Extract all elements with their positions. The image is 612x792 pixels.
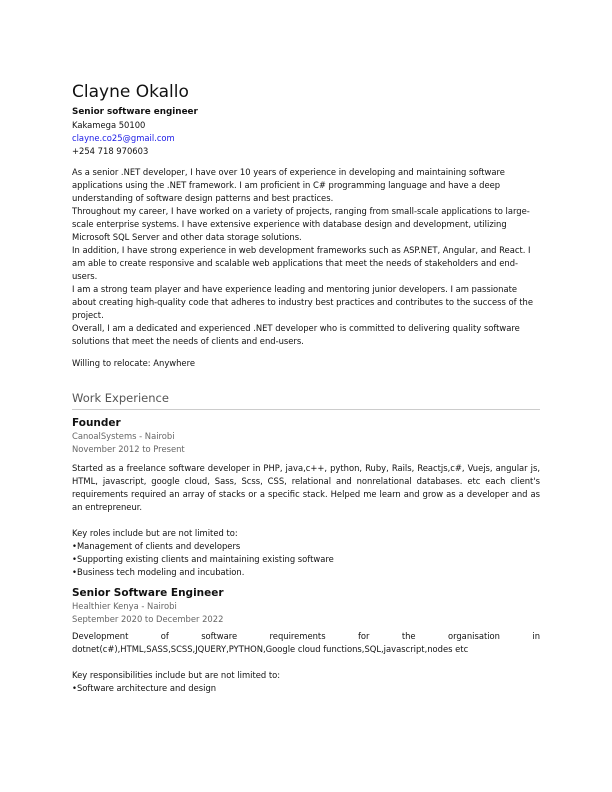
job-item: • Software architecture and design (72, 682, 540, 695)
job-item: • Supporting existing clients and maintaining existing software (72, 553, 540, 566)
email-link[interactable]: clayne.co25@gmail.com (72, 133, 175, 143)
job-entry (72, 586, 540, 695)
job-item: • Business tech modeling and incubation. (72, 566, 540, 579)
job-list-intro: Key roles include but are not limited to: (72, 528, 238, 538)
summary-paragraph: In addition, I have strong experience in web development frameworks such as ASP.NET, Angular, and React. I am able to create responsive and scalable web applications that meet the needs of stakeholders and end-users. (72, 245, 531, 281)
job-list-intro: Key responsibilities include but are not limited to: (72, 670, 281, 680)
summary-paragraph: I am a strong team player and have experience leading and mentoring junior developers. I am passionate about creating high-quality code that adheres to industry best practices and contributes to the success of the project. (72, 284, 534, 320)
phone: +254 718 970603 (72, 146, 149, 156)
location: Kakamega 50100 (72, 120, 146, 130)
resume-page (72, 80, 540, 695)
summary-paragraph: Overall, I am a dedicated and experienced .NET developer who is committed to delivering quality software solutions that meet the needs of clients and end-users. (72, 323, 520, 346)
job-description: Started as a freelance software developer in PHP, java,c++, python, Ruby, Rails, Reactjs,c#, Vuejs, angular js, HTML, javascript, google cloud, Sass, Scss, CSS, relational and nonrelational databases. etc each client's requirements required an array of stacks or a specific stack. Helped me learn and grow as a developer and as an entrepreneur. (72, 463, 540, 512)
job-entry (72, 416, 540, 579)
relocation: Willing to relocate: Anywhere (72, 358, 195, 368)
summary (72, 166, 540, 348)
job-title: Senior Software Engineer (72, 587, 224, 599)
headline: Senior software engineer (72, 107, 198, 117)
section-title-work-experience: Work Experience (72, 390, 540, 410)
job-item: • Management of clients and developers (72, 540, 540, 553)
job-company: CanoalSystems - Nairobi (72, 431, 175, 441)
job-description: Development of software requirements for the organisation in dotnet(c#),HTML,SASS,SCSS,JQUERY,PYTHON,Google cloud functions,SQL,javascript,nodes etc (72, 631, 540, 654)
candidate-name: Clayne Okallo (72, 82, 189, 102)
job-company: Healthier Kenya - Nairobi (72, 601, 177, 611)
job-items (72, 682, 540, 695)
job-dates: September 2020 to December 2022 (72, 614, 224, 624)
job-title: Founder (72, 417, 121, 429)
summary-paragraph: As a senior .NET developer, I have over 10 years of experience in developing and maintaining software applications using the .NET framework. I am proficient in C# programming language and have a deep understanding of software design patterns and best practices. (72, 167, 505, 203)
job-items (72, 540, 540, 579)
job-dates: November 2012 to Present (72, 444, 185, 454)
summary-paragraph: Throughout my career, I have worked on a variety of projects, ranging from small-scale applications to large-scale enterprise systems. I have extensive experience with database design and development, utilizing Microsoft SQL Server and other data storage solutions. (72, 206, 530, 242)
